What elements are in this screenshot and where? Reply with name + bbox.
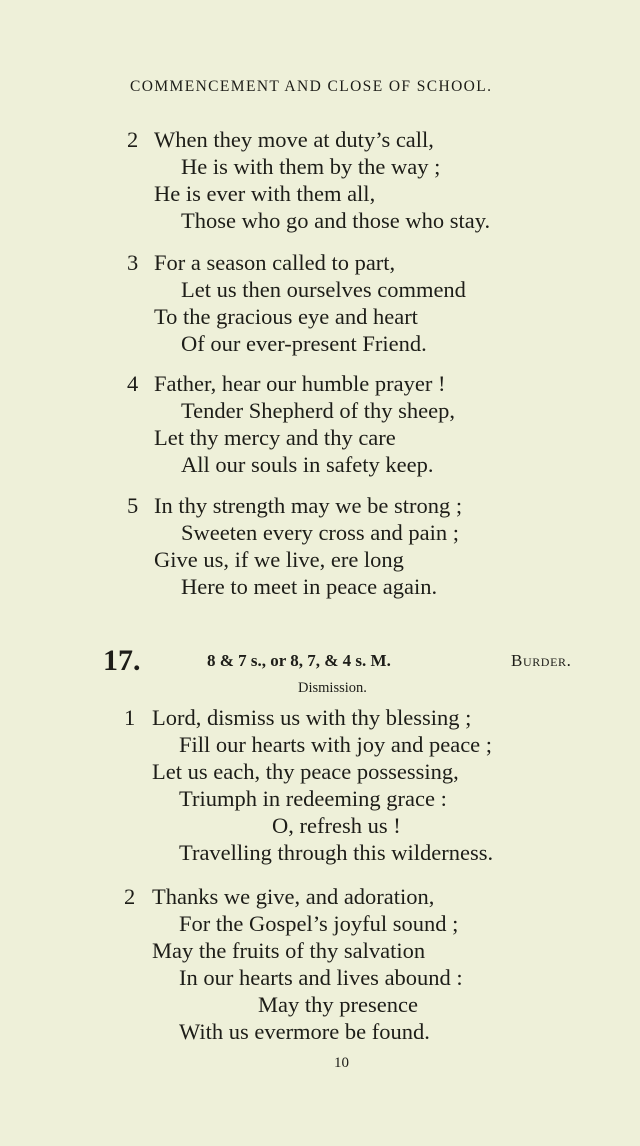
verse-line: May the fruits of thy salvation (152, 938, 426, 963)
verse-line: Let thy mercy and thy care (154, 425, 396, 450)
verse-line: For the Gospel’s joyful sound ; (179, 911, 459, 936)
verse-line: With us evermore be found. (179, 1019, 430, 1044)
verse-line: Of our ever-present Friend. (181, 331, 427, 356)
running-header: COMMENCEMENT AND CLOSE OF SCHOOL. (130, 78, 493, 95)
verse-line: Those who go and those who stay. (181, 208, 491, 233)
verse-line: When they move at duty’s call, (154, 127, 434, 152)
verse-line: Here to meet in peace again. (181, 574, 438, 599)
verse-line: Let us then ourselves commend (181, 277, 466, 302)
stanza-number: 2 (127, 127, 139, 152)
stanza-number: 2 (124, 884, 136, 909)
verse-line: He is ever with them all, (154, 181, 376, 206)
verse-line: Sweeten every cross and pain ; (181, 520, 460, 545)
verse-line: Tender Shepherd of thy sheep, (181, 398, 455, 423)
verse-line: O, refresh us ! (272, 813, 401, 838)
verse-line: Triumph in redeeming grace : (179, 786, 447, 811)
verse-line: Travelling through this wilderness. (179, 840, 494, 865)
verse-line: Father, hear our humble prayer ! (154, 371, 446, 396)
page-number: 10 (334, 1055, 349, 1071)
verse-line: May thy presence (258, 992, 418, 1017)
verse-line: Give us, if we live, ere long (154, 547, 404, 572)
verse-line: To the gracious eye and heart (154, 304, 418, 329)
stanza-number: 3 (127, 250, 139, 275)
verse-line: In thy strength may we be strong ; (154, 493, 463, 518)
hymn-subtitle: Dismission. (298, 680, 367, 696)
verse-line: For a season called to part, (154, 250, 396, 275)
verse-line: In our hearts and lives abound : (179, 965, 463, 990)
stanza-number: 4 (127, 371, 139, 396)
stanza-number: 1 (124, 705, 136, 730)
hymn-number: 17. (103, 644, 141, 677)
verse-line: Fill our hearts with joy and peace ; (179, 732, 493, 757)
hymn-author: Burder. (511, 651, 572, 670)
verse-line: All our souls in safety keep. (181, 452, 434, 477)
verse-line: Lord, dismiss us with thy blessing ; (152, 705, 472, 730)
verse-line: Let us each, thy peace possessing, (152, 759, 459, 784)
stanza-number: 5 (127, 493, 139, 518)
verse-line: Thanks we give, and adoration, (152, 884, 435, 909)
hymn-meter: 8 & 7 s., or 8, 7, & 4 s. M. (207, 651, 391, 670)
verse-line: He is with them by the way ; (181, 154, 441, 179)
